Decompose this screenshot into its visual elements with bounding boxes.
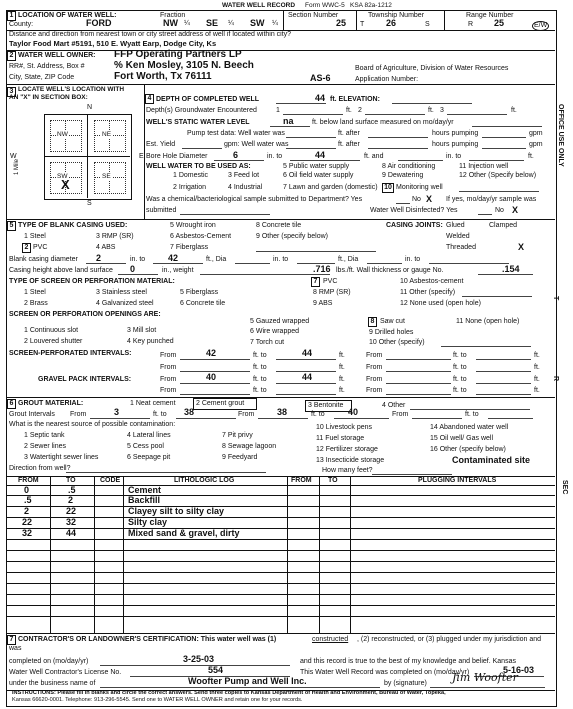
opening-1[interactable]: 1 Continuous slot	[24, 327, 79, 334]
pump-test-label: Pump test data: Well water was	[187, 130, 285, 137]
from: From	[238, 411, 255, 418]
static-level-rest: ft. below land surface measured on mo/day/yr	[312, 119, 454, 126]
submitted-label: submitted	[146, 207, 177, 214]
grout-4[interactable]: 4 Other	[382, 402, 406, 409]
log-header-plug-to: TO	[328, 477, 338, 484]
quarter-mark: ¼	[272, 20, 278, 27]
chem-no: No	[412, 196, 421, 203]
casing-weight: .716	[313, 264, 331, 274]
contam-other-value: Contaminated site	[452, 455, 531, 465]
ft-to: ft. to	[453, 364, 467, 371]
ft: ft.	[346, 107, 352, 114]
disinfected-x: X	[512, 205, 519, 215]
ft: ft.	[339, 364, 345, 371]
grout-2[interactable]: 2 Cement grout	[196, 400, 245, 407]
grout-label: GROUT MATERIAL:	[18, 400, 84, 407]
blank-diameter-label: Blank casing diameter	[9, 256, 78, 263]
log-header-plug-from: FROM	[291, 477, 312, 484]
township-suffix: S	[425, 21, 430, 28]
from: From	[160, 364, 177, 371]
section-7-number: 7	[7, 635, 16, 645]
location-label: LOCATION OF WATER WELL:	[18, 12, 117, 19]
opening-8-selected[interactable]: 8	[368, 317, 377, 327]
use-10-selected[interactable]: 10	[382, 183, 394, 193]
grout-3[interactable]: 3 Bentonite	[308, 402, 344, 409]
ft: ft.	[534, 376, 540, 383]
city-label: City, State, ZIP Code	[9, 74, 75, 81]
use-label: WELL WATER TO BE USED AS:	[146, 163, 251, 170]
record-completed-label: This Water Well Record was completed on (mo/day/yr)	[300, 669, 470, 676]
grout-1[interactable]: 1 Neat cement	[130, 400, 176, 407]
ft-dia: ft., Dia	[338, 256, 359, 263]
log-to: 22	[66, 506, 77, 516]
ft-to: ft. to	[311, 411, 325, 418]
ft-to: ft. to	[253, 364, 267, 371]
mile-label: 1 Mile	[14, 158, 20, 175]
use-9[interactable]: 9 Dewatering	[382, 172, 424, 179]
opening-3[interactable]: 3 Mill slot	[127, 327, 157, 334]
distance-label: Distance and direction from nearest town or city street address of well if located within city?	[9, 31, 292, 38]
from: From	[160, 387, 177, 394]
casing-4[interactable]: 4 ABS	[96, 244, 116, 251]
application-number: AS-6	[310, 73, 331, 83]
yield-label: Est. Yield	[146, 141, 176, 148]
joint-glued[interactable]: Glued	[446, 222, 465, 229]
business-label: under the business name of	[9, 680, 96, 687]
ft-after: ft. after	[338, 141, 360, 148]
form-number: Form WWC-5	[305, 2, 345, 9]
township-prefix: T	[360, 21, 365, 28]
compass-e: E	[139, 153, 144, 160]
completed-date: 3-25-03	[183, 654, 215, 664]
office-t-label: T	[552, 296, 559, 301]
locate-label-1: LOCATE WELL'S LOCATION WITH	[18, 86, 125, 93]
license-number: 554	[208, 665, 224, 675]
ft: ft.	[339, 376, 345, 383]
grout-to-1: 38	[184, 407, 195, 417]
depth-label: DEPTH OF COMPLETED WELL	[156, 96, 260, 103]
office-r-label: R	[552, 376, 559, 382]
casing-1[interactable]: 1 Steel	[24, 233, 46, 240]
grout-intervals-label: Grout Intervals	[9, 411, 55, 418]
from: From	[70, 411, 87, 418]
joint-clamped[interactable]: Clamped	[489, 222, 518, 229]
office-use-label: OFFICE USE ONLY	[557, 104, 564, 167]
screen-11[interactable]: 11 Other (specify)	[400, 289, 456, 296]
openings-label: SCREEN OR PERFORATION OPENINGS ARE:	[9, 311, 161, 318]
casing-label: TYPE OF BLANK CASING USED:	[18, 222, 128, 229]
grout-from-1: 3	[114, 407, 120, 417]
section-2-number: 2	[7, 51, 16, 61]
compass-n: N	[87, 104, 93, 111]
completed-rest: and this record is true to the best of my knowledge and belief. Kansas	[300, 658, 516, 665]
gpm: gpm	[529, 141, 543, 148]
log-to: .5	[68, 485, 76, 495]
distance-value: Taylor Food Mart #5191, 510 E. Wyatt Earp, Dodge City, Ks	[9, 39, 217, 48]
disinfected-label: Water Well Disinfected? Yes	[370, 207, 458, 214]
contam-1[interactable]: 1 Septic tank	[24, 432, 65, 439]
screen-2[interactable]: 2 Brass	[24, 300, 48, 307]
instructions-line-2: Kansas 66620-0001. Telephone: 913-296-5545. Send one to WATER WELL OWNER and retain one for your records.	[12, 697, 303, 703]
instructions-line-1: INSTRUCTIONS: Please fill in blanks and circle the correct answers. Send three copies to Kansas Department of Health and Environment, Bureau of Water, Topeka,	[12, 690, 446, 696]
casing-pvc: PVC	[33, 244, 48, 251]
range-number: 25	[494, 18, 505, 28]
use-8[interactable]: 8 Air conditioning	[382, 163, 436, 170]
gravel-to: 44	[302, 372, 313, 382]
elevation-label: ft. ELEVATION:	[330, 96, 380, 103]
quarter-mark: ¼	[184, 20, 190, 27]
blank-diameter: 2	[96, 253, 102, 263]
log-header-code: CODE	[100, 477, 121, 484]
cert-constructed: constructed	[312, 636, 349, 643]
ne-label: NE	[102, 131, 112, 138]
grout-to-2: 40	[348, 407, 359, 417]
ft-to: ft. to	[465, 411, 479, 418]
range-suffix: E/W	[532, 21, 549, 31]
owner-label: WATER WELL OWNER:	[18, 52, 96, 59]
use-3[interactable]: 3 Feed lot	[228, 172, 260, 179]
county-value: FORD	[86, 18, 112, 28]
from: From	[160, 376, 177, 383]
ft-to: ft. to	[453, 352, 467, 359]
contam-16[interactable]: 16 Other (specify below)	[430, 446, 506, 453]
opening-4[interactable]: 4 Key punched	[127, 338, 174, 345]
opening-9[interactable]: 9 Drilled holes	[369, 329, 414, 336]
screen-12[interactable]: 12 None used (open hole)	[400, 300, 481, 307]
yield-gpm: gpm: Well water was	[224, 141, 289, 148]
use-4[interactable]: 4 Industrial	[228, 184, 263, 191]
log-header-lithologic: LITHOLOGIC LOG	[174, 477, 235, 484]
static-level-value: na	[283, 116, 294, 126]
screen-6[interactable]: 6 Concrete tile	[180, 300, 226, 307]
from: From	[366, 376, 383, 383]
use-5[interactable]: 5 Public water supply	[283, 163, 350, 170]
contamination-label: What is the nearest source of possible contamination:	[9, 421, 176, 428]
ft: ft.	[528, 153, 534, 160]
screen-7-selected[interactable]: 7	[311, 277, 320, 287]
application-label: Application Number:	[355, 76, 419, 83]
opening-11[interactable]: 11 None (open hole)	[456, 318, 520, 325]
township-number: 26	[386, 18, 397, 28]
depth-value: 44	[315, 93, 326, 103]
opening-6[interactable]: 6 Wire wrapped	[250, 328, 300, 335]
gpm: gpm	[529, 130, 543, 137]
ft-to: ft. to	[453, 387, 467, 394]
chem-x: X	[426, 194, 433, 204]
from: From	[366, 364, 383, 371]
casing-8[interactable]: 8 Concrete tile	[256, 222, 302, 229]
disinfected-no: No	[495, 207, 504, 214]
contam-12[interactable]: 12 Fertilizer storage	[316, 446, 378, 453]
contam-10[interactable]: 10 Livestock pens	[316, 424, 373, 431]
sw-label: SW	[57, 173, 68, 180]
ft-to: ft. to	[453, 376, 467, 383]
bore-label: Bore Hole Diameter	[146, 153, 208, 160]
log-from: 2	[24, 506, 30, 516]
quarter-mark: ¼	[228, 20, 234, 27]
se-label: SE	[102, 173, 111, 180]
fraction-label: Fraction	[160, 12, 186, 19]
static-level-label: WELL'S STATIC WATER LEVEL	[146, 119, 250, 126]
casing-2-selected[interactable]: 2	[22, 243, 31, 253]
ksa-number: KSA 82a-1212	[350, 2, 392, 9]
in-to: in. to	[130, 256, 146, 263]
hours-pumping: hours pumping	[432, 130, 479, 137]
compass-s: S	[87, 200, 92, 207]
bore-and: ft. and	[364, 153, 384, 160]
chem-label: Was a chemical/bacteriological sample submitted to Department? Yes	[146, 196, 363, 203]
board-label: Board of Agriculture, Division of Water Resources	[355, 65, 509, 72]
log-to: 44	[66, 528, 77, 538]
opening-5[interactable]: 5 Gauzed wrapped	[250, 318, 310, 325]
threaded-x: X	[518, 242, 525, 252]
bore-in-to: in. to	[267, 153, 283, 160]
casing-6[interactable]: 6 Asbestos-Cement	[170, 233, 232, 240]
in-to: in. to	[405, 256, 421, 263]
ft-dia: ft., Dia	[206, 256, 227, 263]
screen-10[interactable]: 10 Asbestos-cement	[400, 278, 464, 285]
opening-7[interactable]: 7 Torch cut	[250, 339, 285, 346]
opening-10[interactable]: 10 Other (specify)	[369, 339, 425, 346]
contam-4[interactable]: 4 Lateral lines	[127, 432, 171, 439]
ft-to: ft. to	[253, 352, 267, 359]
section-number: 25	[336, 18, 347, 28]
casing-height-label: Casing height above land surface	[9, 267, 113, 274]
gw-1: 1	[276, 107, 280, 114]
contam-7[interactable]: 7 Pit privy	[222, 432, 253, 439]
joint-threaded[interactable]: Threaded	[446, 244, 476, 251]
ft-to: ft. to	[153, 411, 167, 418]
certification-label: CONTRACTOR'S OR LANDOWNER'S CERTIFICATION: This water well was (1)	[18, 636, 277, 643]
log-from: 22	[22, 517, 33, 527]
use-2[interactable]: 2 Irrigation	[173, 184, 207, 191]
contam-15[interactable]: 15 Oil well/ Gas well	[430, 435, 494, 442]
address-label: RR#, St. Address, Box #	[9, 63, 85, 70]
perf-to: 44	[302, 348, 313, 358]
cert-rest: , (2) reconstructed, or (3) plugged under my jurisdiction and	[357, 636, 542, 643]
screen-3[interactable]: 3 Stainless steel	[96, 289, 147, 296]
contam-9[interactable]: 9 Feedyard	[222, 454, 258, 461]
direction-label: Direction from well?	[9, 465, 71, 472]
perf-from: 42	[206, 348, 217, 358]
log-to: 32	[66, 517, 77, 527]
log-from: 32	[22, 528, 33, 538]
signature-label: by (signature)	[384, 680, 427, 687]
ft: ft.	[534, 364, 540, 371]
groundwater-label: Depth(s) Groundwater Encountered	[146, 107, 257, 114]
compass-w: W	[10, 153, 17, 160]
nw-label: NW	[57, 131, 68, 138]
blank-depth: 42	[168, 253, 179, 263]
section-1-number: 1	[7, 11, 16, 21]
form-title: WATER WELL RECORD	[222, 2, 296, 9]
fraction-1: NW	[163, 18, 178, 28]
weight-label: in., weight	[162, 267, 194, 274]
ft: ft.	[534, 387, 540, 394]
section-3-number: 3	[7, 87, 16, 97]
log-from: 0	[24, 485, 30, 495]
ft: ft.	[339, 352, 345, 359]
ft: ft.	[428, 107, 434, 114]
use-10-label: Monitoring well	[396, 184, 443, 191]
screen-9[interactable]: 9 ABS	[313, 300, 333, 307]
gw-3: 3	[440, 107, 444, 114]
city-value: Fort Worth, Tx 76111	[114, 71, 212, 82]
log-description: Cement	[128, 485, 162, 495]
joint-welded[interactable]: Welded	[446, 233, 470, 240]
casing-7[interactable]: 7 Fiberglass	[170, 244, 209, 251]
owner-value: FFP Operating Partners LP	[114, 49, 242, 60]
perf-intervals-label: SCREEN-PERFORATED INTERVALS:	[9, 350, 132, 357]
from: From	[392, 411, 409, 418]
ft: ft.	[339, 387, 345, 394]
ft-after: ft. after	[338, 130, 360, 137]
fraction-3: SW	[250, 18, 265, 28]
log-header-to: TO	[66, 477, 76, 484]
locate-label-2: AN "X" IN SECTION BOX:	[9, 94, 88, 101]
contam-3[interactable]: 3 Watertight sewer lines	[24, 454, 99, 461]
screen-4[interactable]: 4 Galvanized steel	[96, 300, 154, 307]
ft: ft.	[511, 107, 517, 114]
casing-3[interactable]: 3 RMP (SR)	[96, 233, 134, 240]
from: From	[160, 352, 177, 359]
screen-8[interactable]: 8 RMP (SR)	[313, 289, 351, 296]
business-name: Woofter Pump and Well Inc.	[188, 676, 307, 686]
gauge-value: .154	[502, 264, 520, 274]
contam-6[interactable]: 6 Seepage pit	[127, 454, 171, 461]
use-7[interactable]: 7 Lawn and garden (domestic)	[283, 184, 378, 191]
range-prefix: R	[468, 21, 474, 28]
section-5-number: 5	[7, 221, 16, 231]
how-many-feet-label: How many feet?	[322, 467, 373, 474]
address-value: % Ken Mosley, 3105 N. Beech	[114, 60, 254, 71]
opening-saw-cut: Saw cut	[380, 318, 405, 325]
grout-from-2: 38	[277, 407, 288, 417]
casing-9[interactable]: 9 Other (specify below)	[256, 233, 328, 240]
contam-8[interactable]: 8 Sewage lagoon	[222, 443, 277, 450]
log-from: .5	[24, 495, 32, 505]
ft-to: ft. to	[253, 376, 267, 383]
log-description: Mixed sand & gravel, dirty	[128, 528, 240, 538]
log-to: 2	[68, 495, 74, 505]
section-4-number: 4	[145, 94, 154, 104]
weight-units: lbs./ft. Wall thickness or gauge No.	[336, 267, 444, 274]
county-label: County:	[9, 21, 34, 28]
log-header-plugging: PLUGGING INTERVALS	[418, 477, 497, 484]
gw-2: 2	[358, 107, 362, 114]
chem-rest: If yes, mo/day/yr sample was	[446, 196, 537, 203]
opening-2[interactable]: 2 Louvered shutter	[24, 338, 83, 345]
ft: ft.	[534, 352, 540, 359]
log-description: Silty clay	[128, 517, 168, 527]
cert-was: was	[9, 645, 22, 652]
range-label: Range Number	[466, 12, 514, 19]
contam-13[interactable]: 13 Insecticide storage	[316, 457, 385, 464]
bore-depth: 44	[315, 150, 326, 160]
section-number-label: Section Number	[288, 12, 339, 19]
record-date: 5-16-03	[503, 665, 535, 675]
use-11[interactable]: 11 Injection well	[459, 163, 509, 170]
license-label: Water Well Contractor's License No.	[9, 669, 122, 676]
bore-in-to: in. to	[446, 153, 462, 160]
log-description: Clayey silt to silty clay	[128, 506, 225, 516]
section-6-number: 6	[7, 399, 16, 409]
gravel-intervals-label: GRAVEL PACK INTERVALS:	[38, 376, 132, 383]
use-6[interactable]: 6 Oil field water supply	[283, 172, 354, 179]
log-description: Backfill	[128, 495, 161, 505]
completed-label: completed on (mo/day/yr)	[9, 658, 89, 665]
from: From	[366, 352, 383, 359]
screen-5[interactable]: 5 Fiberglass	[180, 289, 219, 296]
in-to: in. to	[273, 256, 289, 263]
use-12[interactable]: 12 Other (Specify below)	[459, 172, 537, 179]
fraction-2: SE	[206, 18, 219, 28]
casing-height: 0	[130, 264, 136, 274]
from: From	[366, 387, 383, 394]
contam-5[interactable]: 5 Cess pool	[127, 443, 164, 450]
office-sec-label: SEC	[561, 480, 568, 495]
log-header-from: FROM	[18, 477, 39, 484]
contractor-signature: Jim Woofter	[452, 671, 518, 684]
contam-2[interactable]: 2 Sewer lines	[24, 443, 67, 450]
hours-pumping: hours pumping	[432, 141, 479, 148]
casing-5[interactable]: 5 Wrought iron	[170, 222, 216, 229]
contam-11[interactable]: 11 Fuel storage	[316, 435, 365, 442]
screen-1[interactable]: 1 Steel	[24, 289, 46, 296]
well-location-x: X	[61, 177, 70, 192]
contam-14[interactable]: 14 Abandoned water well	[430, 424, 509, 431]
screen-label: TYPE OF SCREEN OR PERFORATION MATERIAL:	[9, 278, 175, 285]
screen-pvc: PVC	[323, 278, 338, 285]
gravel-from: 40	[206, 372, 217, 382]
bore-diameter: 6	[233, 150, 239, 160]
ft-to: ft. to	[253, 387, 267, 394]
joints-label: CASING JOINTS:	[386, 222, 443, 229]
township-label: Township Number	[368, 12, 425, 19]
use-1[interactable]: 1 Domestic	[173, 172, 209, 179]
